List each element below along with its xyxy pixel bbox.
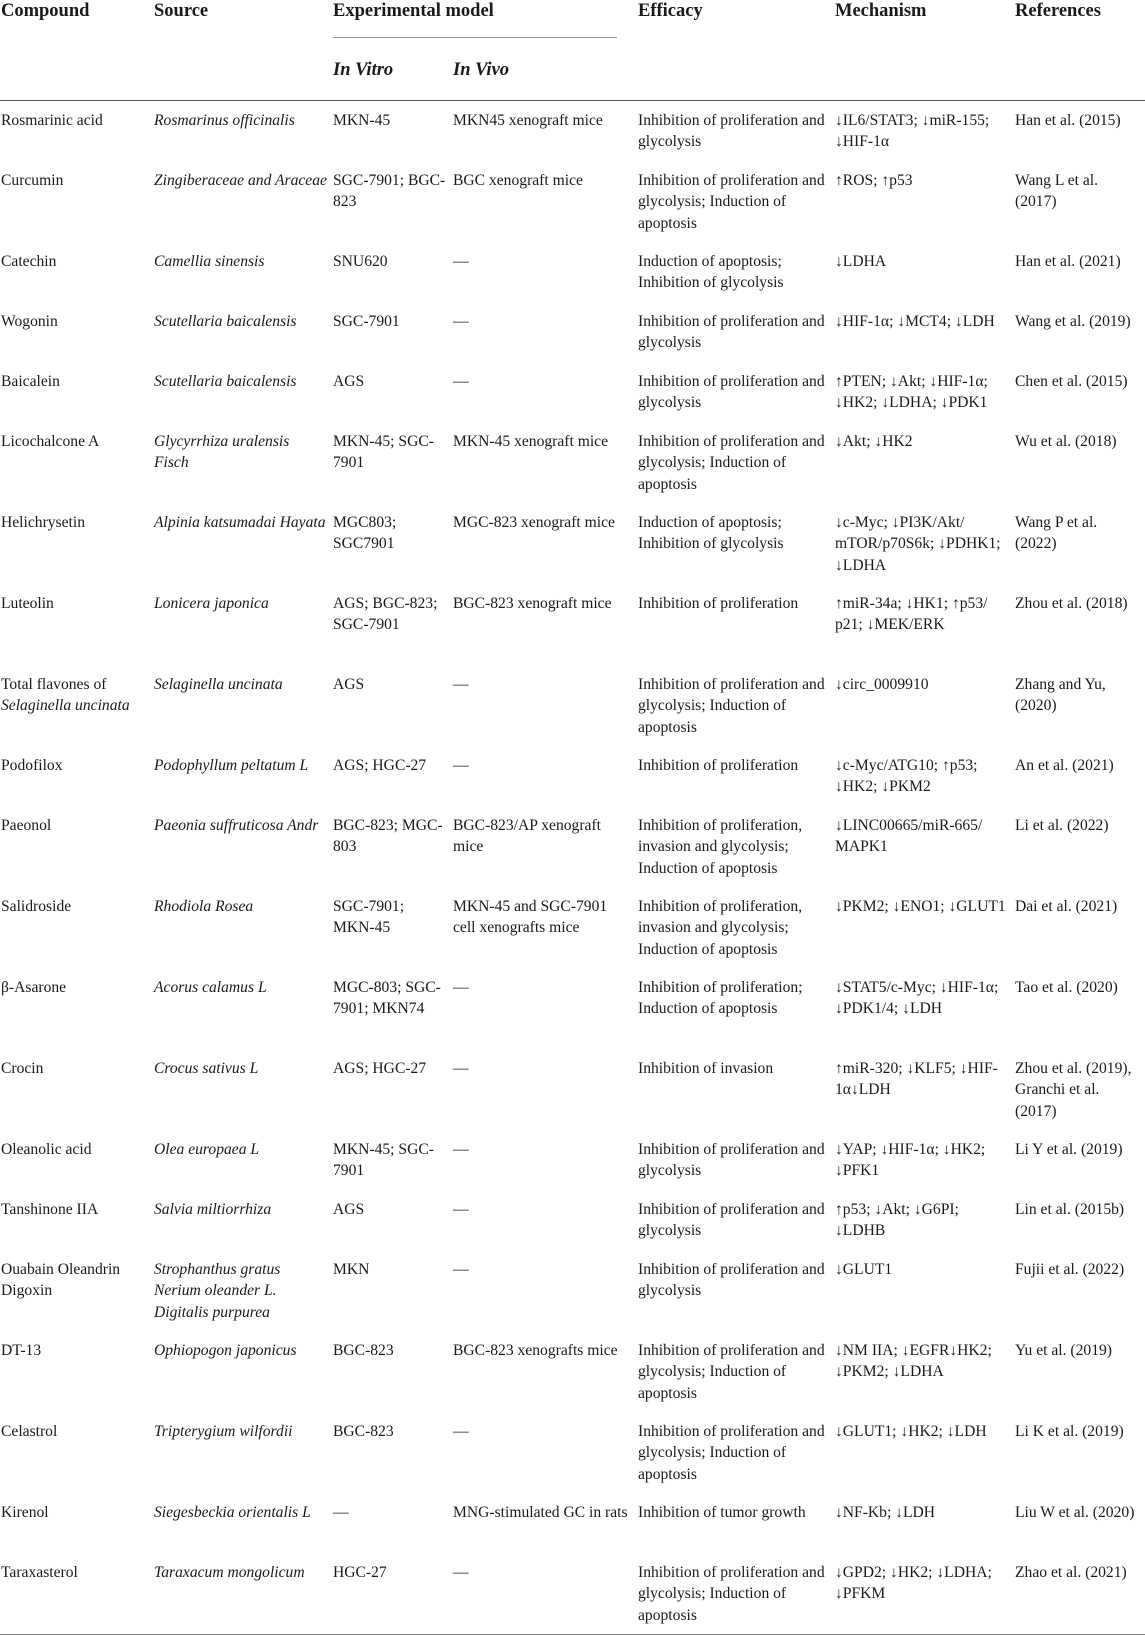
- header-compound: Compound: [1, 1, 90, 21]
- mechanism-cell: ↑miR-34a; ↓HK1; ↑p53/ p21; ↓MEK/ERK: [835, 595, 988, 634]
- compound-cell: Ouabain Oleandrin Digoxin: [1, 1261, 121, 1300]
- compound-cell: Crocin: [1, 1060, 44, 1077]
- source-cell: Acorus calamus L: [154, 979, 267, 996]
- table-row: [0, 362, 1145, 422]
- in-vivo-cell: —: [453, 313, 469, 330]
- compound-cell: Oleanolic acid: [1, 1141, 92, 1158]
- compound-cell: Celastrol: [1, 1423, 58, 1440]
- compound-cell: Helichrysetin: [1, 514, 86, 531]
- efficacy-cell: Inhibition of proliferation and glycolysis: [638, 313, 825, 352]
- in-vivo-cell: —: [453, 1060, 469, 1077]
- compound-cell: Paeonol: [1, 817, 52, 834]
- table-row: [0, 806, 1145, 887]
- compound-cell: Taraxasterol: [1, 1564, 78, 1581]
- in-vivo-cell: BGC-823/AP xenograft mice: [453, 817, 601, 856]
- references-cell: Liu W et al. (2020): [1015, 1504, 1135, 1521]
- efficacy-cell: Inhibition of proliferation and glycolysis: [638, 1201, 825, 1240]
- compound-cell: Tanshinone IIA: [1, 1201, 99, 1218]
- source-cell: Lonicera japonica: [154, 595, 269, 612]
- source-cell: Glycyrrhiza uralensis Fisch: [154, 433, 290, 472]
- source-cell: Ophiopogon japonicus: [154, 1342, 297, 1359]
- header-efficacy: Efficacy: [638, 1, 703, 21]
- table-row: [0, 422, 1145, 503]
- experimental-model-rule: [333, 37, 617, 38]
- table-body: [0, 101, 1145, 1634]
- mechanism-cell: ↓c-Myc; ↓PI3K/Akt/ mTOR/p70S6k; ↓PDHK1; ↓LDHA: [835, 514, 1001, 574]
- in-vitro-cell: —: [333, 1504, 349, 1521]
- source-cell: Crocus sativus L: [154, 1060, 259, 1077]
- efficacy-cell: Inhibition of proliferation and glycolysis: [638, 373, 825, 412]
- in-vivo-cell: —: [453, 253, 469, 270]
- mechanism-cell: ↓GLUT1; ↓HK2; ↓LDH: [835, 1423, 987, 1440]
- header-experimental-model-label: Experimental model: [333, 1, 494, 21]
- source-cell: Tripterygium wilfordii: [154, 1423, 293, 1440]
- table-row: [0, 887, 1145, 968]
- in-vivo-cell: BGC-823 xenografts mice: [453, 1342, 618, 1359]
- references-cell: Wang L et al. (2017): [1015, 172, 1099, 211]
- in-vivo-cell: —: [453, 676, 469, 693]
- references-cell: Wu et al. (2018): [1015, 433, 1117, 450]
- table-row: [0, 584, 1145, 665]
- table-row: [0, 1250, 1145, 1331]
- source-cell: Paeonia suffruticosa Andr: [154, 817, 319, 834]
- source-cell: Zingiberaceae and Araceae: [154, 172, 327, 189]
- in-vitro-cell: AGS: [333, 373, 365, 390]
- compound-cell: Kirenol: [1, 1504, 49, 1521]
- header-in-vitro: In Vitro: [333, 60, 394, 81]
- references-cell: Han et al. (2015): [1015, 112, 1121, 129]
- references-cell: Han et al. (2021): [1015, 253, 1121, 270]
- source-cell: Podophyllum peltatum L: [154, 757, 309, 774]
- mechanism-cell: ↓IL6/STAT3; ↓miR-155; ↓HIF-1α: [835, 112, 990, 151]
- header-source: Source: [154, 1, 209, 21]
- efficacy-cell: Inhibition of proliferation and glycolysis; Induction of apoptosis: [638, 676, 825, 736]
- mechanism-cell: ↑PTEN; ↓Akt; ↓HIF-1α; ↓HK2; ↓LDHA; ↓PDK1: [835, 373, 988, 412]
- efficacy-cell: Inhibition of proliferation, invasion and glycolysis; Induction of apoptosis: [638, 898, 803, 958]
- header-experimental-model: [333, 0, 617, 42]
- table-row: [0, 503, 1145, 584]
- in-vivo-cell: MKN-45 and SGC-7901 cell xenografts mice: [453, 898, 608, 937]
- mechanism-cell: ↓GPD2; ↓HK2; ↓LDHA; ↓PFKM: [835, 1564, 992, 1603]
- in-vitro-cell: HGC-27: [333, 1564, 387, 1581]
- table-row: [0, 1049, 1145, 1130]
- in-vitro-cell: SGC-7901; BGC-823: [333, 172, 446, 211]
- mechanism-cell: ↑p53; ↓Akt; ↓G6PI; ↓LDHB: [835, 1201, 959, 1240]
- table-header-row: [0, 0, 1145, 42]
- in-vitro-cell: MKN-45: [333, 112, 391, 129]
- mechanism-cell: ↓HIF-1α; ↓MCT4; ↓LDH: [835, 313, 995, 330]
- references-cell: Zhou et al. (2019), Granchi et al. (2017): [1015, 1060, 1132, 1120]
- table-row: [0, 665, 1145, 746]
- table-row: [0, 1553, 1145, 1634]
- efficacy-cell: Inhibition of proliferation and glycolysis; Induction of apoptosis: [638, 1342, 825, 1402]
- mechanism-cell: ↓NM IIA; ↓EGFR↓HK2; ↓PKM2; ↓LDHA: [835, 1342, 992, 1381]
- compound-cell: Luteolin: [1, 595, 54, 612]
- source-cell: Rosmarinus officinalis: [154, 112, 295, 129]
- compound-cell: Curcumin: [1, 172, 64, 189]
- efficacy-cell: Inhibition of invasion: [638, 1060, 774, 1077]
- references-cell: Chen et al. (2015): [1015, 373, 1128, 390]
- mechanism-cell: ↓LDHA: [835, 253, 887, 270]
- in-vivo-cell: MKN45 xenograft mice: [453, 112, 603, 129]
- source-cell: Rhodiola Rosea: [154, 898, 254, 915]
- efficacy-cell: Inhibition of proliferation and glycolysis; Induction of apoptosis: [638, 1423, 825, 1483]
- in-vivo-cell: MGC-823 xenograft mice: [453, 514, 615, 531]
- efficacy-cell: Inhibition of proliferation and glycolysis; Induction of apoptosis: [638, 1564, 825, 1624]
- efficacy-cell: Inhibition of proliferation and glycolysis: [638, 1141, 825, 1180]
- in-vitro-cell: BGC-823: [333, 1423, 394, 1440]
- mechanism-cell: ↓LINC00665/miR-665/ MAPK1: [835, 817, 983, 856]
- compound-cell: Wogonin: [1, 313, 58, 330]
- in-vitro-cell: AGS: [333, 1201, 365, 1218]
- references-cell: Yu et al. (2019): [1015, 1342, 1113, 1359]
- efficacy-cell: Induction of apoptosis; Inhibition of glycolysis: [638, 253, 784, 292]
- efficacy-cell: Inhibition of tumor growth: [638, 1504, 806, 1521]
- in-vivo-cell: —: [453, 1141, 469, 1158]
- in-vivo-cell: BGC xenograft mice: [453, 172, 583, 189]
- efficacy-cell: Inhibition of proliferation: [638, 757, 799, 774]
- references-cell: Wang P et al. (2022): [1015, 514, 1098, 553]
- table-row: [0, 1190, 1145, 1250]
- header-in-vivo: In Vivo: [453, 60, 510, 81]
- in-vitro-cell: SNU620: [333, 253, 388, 270]
- table-row: [0, 1130, 1145, 1190]
- source-cell: Scutellaria baicalensis: [154, 373, 297, 390]
- efficacy-cell: Induction of apoptosis; Inhibition of glycolysis: [638, 514, 784, 553]
- source-cell: Strophanthus gratus Nerium oleander L. Digitalis purpurea: [154, 1261, 281, 1321]
- compound-cell: β-Asarone: [1, 979, 67, 996]
- table-row: [0, 101, 1145, 161]
- table-row: [0, 746, 1145, 806]
- compound-cell: Licochalcone A: [1, 433, 100, 450]
- table-row: [0, 161, 1145, 242]
- references-cell: Li Y et al. (2019): [1015, 1141, 1123, 1158]
- source-cell: Siegesbeckia orientalis L: [154, 1504, 311, 1521]
- mechanism-cell: ↑ROS; ↑p53: [835, 172, 913, 189]
- references-cell: Li et al. (2022): [1015, 817, 1109, 834]
- in-vitro-cell: MGC803; SGC7901: [333, 514, 397, 553]
- source-cell: Taraxacum mongolicum: [154, 1564, 305, 1581]
- in-vivo-cell: MNG-stimulated GC in rats: [453, 1504, 628, 1521]
- header-mechanism: Mechanism: [835, 1, 927, 21]
- table-row: [0, 1493, 1145, 1553]
- in-vitro-cell: AGS; BGC-823; SGC-7901: [333, 595, 438, 634]
- table-row: [0, 1412, 1145, 1493]
- compound-cell: Catechin: [1, 253, 57, 270]
- in-vivo-cell: BGC-823 xenograft mice: [453, 595, 612, 612]
- references-cell: Fujii et al. (2022): [1015, 1261, 1125, 1278]
- compound-cell: Rosmarinic acid: [1, 112, 103, 129]
- references-cell: Zhou et al. (2018): [1015, 595, 1128, 612]
- in-vivo-cell: —: [453, 1564, 469, 1581]
- compound-cell: Salidroside: [1, 898, 72, 915]
- efficacy-cell: Inhibition of proliferation and glycolysis: [638, 1261, 825, 1300]
- efficacy-cell: Inhibition of proliferation: [638, 595, 799, 612]
- references-cell: Zhao et al. (2021): [1015, 1564, 1127, 1581]
- mechanism-cell: ↓STAT5/c-Myc; ↓HIF-1α; ↓PDK1/4; ↓LDH: [835, 979, 999, 1018]
- in-vitro-cell: SGC-7901: [333, 313, 400, 330]
- in-vitro-cell: MGC-803; SGC-7901; MKN74: [333, 979, 441, 1018]
- references-cell: Lin et al. (2015b): [1015, 1201, 1125, 1218]
- table-row: [0, 968, 1145, 1049]
- table-row: [0, 242, 1145, 302]
- header-references: References: [1015, 1, 1101, 21]
- in-vitro-cell: AGS: [333, 676, 365, 693]
- efficacy-cell: Inhibition of proliferation; Induction of apoptosis: [638, 979, 803, 1018]
- source-cell: Salvia miltiorrhiza: [154, 1201, 272, 1218]
- references-cell: Dai et al. (2021): [1015, 898, 1118, 915]
- efficacy-cell: Inhibition of proliferation and glycolysis: [638, 112, 825, 151]
- mechanism-cell: ↓circ_0009910: [835, 676, 929, 693]
- in-vitro-cell: AGS; HGC-27: [333, 757, 427, 774]
- in-vivo-cell: —: [453, 1423, 469, 1440]
- in-vitro-cell: BGC-823; MGC-803: [333, 817, 443, 856]
- in-vitro-cell: BGC-823: [333, 1342, 394, 1359]
- in-vitro-cell: MKN: [333, 1261, 370, 1278]
- efficacy-cell: Inhibition of proliferation and glycolysis; Induction of apoptosis: [638, 433, 825, 493]
- in-vitro-cell: SGC-7901; MKN-45: [333, 898, 405, 937]
- in-vivo-cell: —: [453, 979, 469, 996]
- source-cell: Scutellaria baicalensis: [154, 313, 297, 330]
- mechanism-cell: ↓YAP; ↓HIF-1α; ↓HK2; ↓PFK1: [835, 1141, 986, 1180]
- in-vitro-cell: AGS; HGC-27: [333, 1060, 427, 1077]
- references-cell: Wang et al. (2019): [1015, 313, 1131, 330]
- mechanism-cell: ↓Akt; ↓HK2: [835, 433, 913, 450]
- references-cell: Tao et al. (2020): [1015, 979, 1118, 996]
- in-vitro-cell: MKN-45; SGC-7901: [333, 433, 434, 472]
- mechanism-cell: ↓NF-Kb; ↓LDH: [835, 1504, 936, 1521]
- compound-cell: Total flavones of Selaginella uncinata: [1, 676, 130, 715]
- in-vivo-cell: —: [453, 373, 469, 390]
- mechanism-cell: ↑miR-320; ↓KLF5; ↓HIF-1α↓LDH: [835, 1060, 998, 1099]
- references-cell: Li K et al. (2019): [1015, 1423, 1124, 1440]
- references-cell: An et al. (2021): [1015, 757, 1114, 774]
- source-cell: Olea europaea L: [154, 1141, 260, 1158]
- source-cell: Camellia sinensis: [154, 253, 265, 270]
- efficacy-cell: Inhibition of proliferation, invasion and glycolysis; Induction of apoptosis: [638, 817, 803, 877]
- in-vivo-cell: —: [453, 1201, 469, 1218]
- source-cell: Selaginella uncinata: [154, 676, 283, 693]
- compound-cell: Podofilox: [1, 757, 63, 774]
- mechanism-cell: ↓GLUT1: [835, 1261, 893, 1278]
- in-vivo-cell: —: [453, 1261, 469, 1278]
- table-subheader-row: [0, 42, 1145, 100]
- compound-cell: Baicalein: [1, 373, 60, 390]
- table-row: [0, 302, 1145, 362]
- in-vivo-cell: —: [453, 757, 469, 774]
- table-row: [0, 1331, 1145, 1412]
- in-vivo-cell: MKN-45 xenograft mice: [453, 433, 609, 450]
- compound-cell: DT-13: [1, 1342, 42, 1359]
- source-cell: Alpinia katsumadai Hayata: [154, 514, 326, 531]
- references-cell: Zhang and Yu, (2020): [1015, 676, 1106, 715]
- mechanism-cell: ↓c-Myc/ATG10; ↑p53; ↓HK2; ↓PKM2: [835, 757, 978, 796]
- mechanism-cell: ↓PKM2; ↓ENO1; ↓GLUT1: [835, 898, 1006, 915]
- in-vitro-cell: MKN-45; SGC-7901: [333, 1141, 434, 1180]
- efficacy-cell: Inhibition of proliferation and glycolysis; Induction of apoptosis: [638, 172, 825, 232]
